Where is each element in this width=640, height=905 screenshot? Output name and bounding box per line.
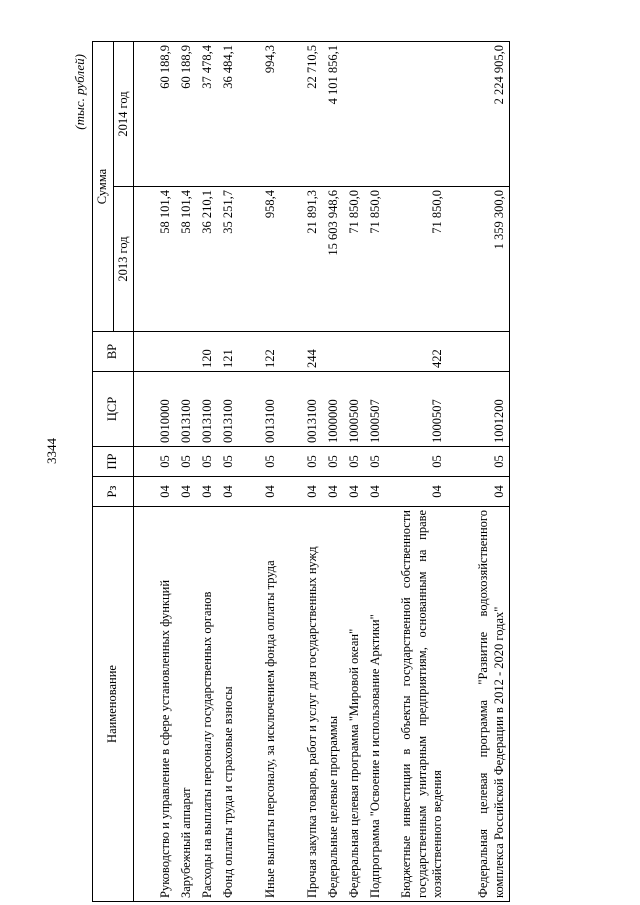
row-csr: 1000000 xyxy=(323,372,344,447)
row-rz: 04 xyxy=(365,477,386,507)
row-rz: 04 xyxy=(197,477,218,507)
page-number: 3344 xyxy=(44,438,59,464)
row-rz: 04 xyxy=(218,477,239,507)
row-vr: 122 xyxy=(239,332,281,372)
header-csr: ЦСР xyxy=(93,372,134,447)
row-amount-2014: 4 101 856,1 xyxy=(323,42,344,187)
row-pr: 05 xyxy=(365,447,386,477)
row-name: Бюджетные инвестиции в объекты государственной собственности государственным унитарным предприятиям, основанным на праве хозяйственного ведения xyxy=(386,507,448,902)
row-csr: 0013100 xyxy=(239,372,281,447)
row-amount-2014: 36 484,1 xyxy=(218,42,239,187)
header-2014: 2014 год xyxy=(113,42,134,187)
row-rz: 04 xyxy=(448,477,510,507)
row-pr: 05 xyxy=(239,447,281,477)
table-row xyxy=(197,42,218,902)
row-amount-2013: 36 210,1 xyxy=(197,187,218,332)
row-csr: 0013100 xyxy=(176,372,197,447)
table-row xyxy=(218,42,239,902)
header-pr: ПР xyxy=(93,447,134,477)
row-name: Федеральные целевые программы xyxy=(323,507,344,902)
row-pr: 05 xyxy=(176,447,197,477)
row-name: Федеральная целевая программа "Мировой океан" xyxy=(344,507,365,902)
row-rz: 04 xyxy=(344,477,365,507)
row-amount-2014 xyxy=(386,42,448,187)
row-rz: 04 xyxy=(386,477,448,507)
row-amount-2013: 15 603 948,6 xyxy=(323,187,344,332)
row-vr: 121 xyxy=(218,332,239,372)
row-csr: 0013100 xyxy=(281,372,323,447)
row-name: Фонд оплаты труда и страховые взносы xyxy=(218,507,239,902)
budget-table xyxy=(92,41,510,902)
row-amount-2014: 37 478,4 xyxy=(197,42,218,187)
row-name: Руководство и управление в сфере установленных функций xyxy=(134,507,176,902)
row-csr: 0010000 xyxy=(134,372,176,447)
table-row xyxy=(344,42,365,902)
table-row xyxy=(239,42,281,902)
row-pr: 05 xyxy=(386,447,448,477)
row-pr: 05 xyxy=(134,447,176,477)
row-amount-2013: 58 101,4 xyxy=(134,187,176,332)
row-amount-2014: 994,3 xyxy=(239,42,281,187)
row-vr: 120 xyxy=(197,332,218,372)
row-csr: 0013100 xyxy=(218,372,239,447)
row-rz: 04 xyxy=(239,477,281,507)
row-pr: 05 xyxy=(323,447,344,477)
row-amount-2014: 60 188,9 xyxy=(176,42,197,187)
row-csr: 1000507 xyxy=(386,372,448,447)
row-amount-2013: 21 891,3 xyxy=(281,187,323,332)
row-pr: 05 xyxy=(344,447,365,477)
header-sum: Сумма xyxy=(93,42,114,332)
row-amount-2013: 58 101,4 xyxy=(176,187,197,332)
table-row xyxy=(448,42,510,902)
row-pr: 05 xyxy=(448,447,510,477)
row-pr: 05 xyxy=(218,447,239,477)
table-row xyxy=(176,42,197,902)
row-amount-2014: 60 188,9 xyxy=(134,42,176,187)
row-name: Подпрограмма "Освоение и использование Арктики" xyxy=(365,507,386,902)
row-vr: 422 xyxy=(386,332,448,372)
table-row xyxy=(281,42,323,902)
row-name: Расходы на выплаты персоналу государственных органов xyxy=(197,507,218,902)
row-name: Иные выплаты персоналу, за исключением фонда оплаты труда xyxy=(239,507,281,902)
units-note: (тыс. рублей) xyxy=(72,54,87,130)
row-vr xyxy=(134,332,176,372)
header-2013: 2013 год xyxy=(113,187,134,332)
row-vr xyxy=(176,332,197,372)
row-pr: 05 xyxy=(281,447,323,477)
row-pr: 05 xyxy=(197,447,218,477)
row-amount-2013: 71 850,0 xyxy=(365,187,386,332)
budget-table-page xyxy=(72,42,612,902)
row-rz: 04 xyxy=(176,477,197,507)
row-vr xyxy=(365,332,386,372)
row-vr xyxy=(323,332,344,372)
row-amount-2013: 71 850,0 xyxy=(344,187,365,332)
row-name: Прочая закупка товаров, работ и услуг для государственных нужд xyxy=(281,507,323,902)
row-amount-2013: 958,4 xyxy=(239,187,281,332)
table-row xyxy=(323,42,344,902)
header-rz: Рз xyxy=(93,477,134,507)
row-vr xyxy=(344,332,365,372)
header-name: Наименование xyxy=(93,507,134,902)
row-amount-2013: 71 850,0 xyxy=(386,187,448,332)
row-amount-2013: 35 251,7 xyxy=(218,187,239,332)
row-amount-2014: 2 224 905,0 xyxy=(448,42,510,187)
row-amount-2014 xyxy=(365,42,386,187)
row-amount-2013: 1 359 300,0 xyxy=(448,187,510,332)
row-rz: 04 xyxy=(323,477,344,507)
row-csr: 1000507 xyxy=(365,372,386,447)
row-vr: 244 xyxy=(281,332,323,372)
row-amount-2014 xyxy=(344,42,365,187)
row-name: Зарубежный аппарат xyxy=(176,507,197,902)
row-name: Федеральная целевая программа "Развитие водохозяйственного комплекса Российской Федерации в 2012 - 2020 годах" xyxy=(448,507,510,902)
row-vr xyxy=(448,332,510,372)
table-row xyxy=(134,42,176,902)
table-row xyxy=(365,42,386,902)
header-vr: ВР xyxy=(93,332,134,372)
row-rz: 04 xyxy=(134,477,176,507)
row-amount-2014: 22 710,5 xyxy=(281,42,323,187)
row-csr: 0013100 xyxy=(197,372,218,447)
row-rz: 04 xyxy=(281,477,323,507)
row-csr: 1001200 xyxy=(448,372,510,447)
row-csr: 1000500 xyxy=(344,372,365,447)
table-row xyxy=(386,42,448,902)
